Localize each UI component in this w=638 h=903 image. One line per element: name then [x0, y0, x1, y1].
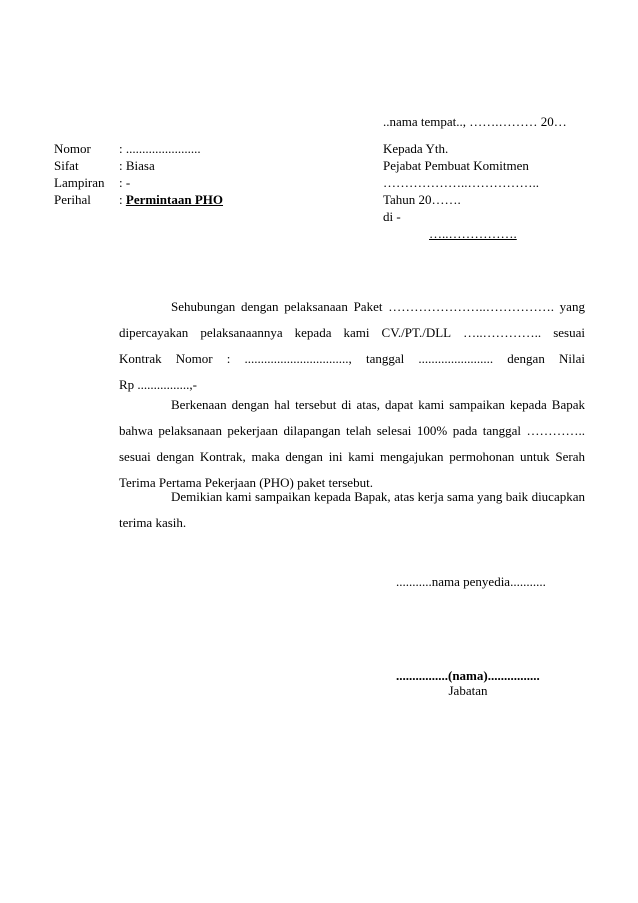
word: Sehubungan: [171, 299, 236, 314]
word: kepada: [294, 325, 332, 340]
word: pelaksanaannya: [200, 325, 283, 340]
word: …………………..…………….: [388, 299, 554, 314]
signature-name: ................(nama)................: [396, 668, 540, 683]
meta-value-lampiran: : -: [119, 175, 131, 190]
word: dengan: [507, 351, 545, 366]
body-paragraph-3: Demikian kami sampaikan kepada Bapak, atas kerja sama yang baik diucapkan terima kasih.: [119, 489, 585, 530]
word: …..…………..: [463, 325, 542, 340]
word: Kontrak: [119, 351, 162, 366]
meta-perihal-prefix: :: [119, 192, 126, 207]
word: pelaksanaan: [284, 299, 348, 314]
paragraph-1-line-3: [119, 346, 585, 372]
recipient-location: …..…………….: [429, 226, 517, 241]
word: dipercayakan: [119, 325, 189, 340]
word: tanggal: [365, 351, 405, 366]
recipient-location-prefix: di -: [383, 209, 401, 224]
meta-value-perihal: [119, 192, 223, 208]
meta-value-sifat: : Biasa: [119, 158, 155, 173]
meta-perihal-subject: Permintaan PHO: [125, 192, 224, 207]
word: .......................: [418, 351, 494, 366]
signature-company: ...........nama penyedia...........: [396, 574, 546, 589]
word: kami: [343, 325, 370, 340]
word: Nomor: [175, 351, 213, 366]
word: Nilai: [558, 351, 585, 366]
recipient-year: Tahun 20…….: [383, 192, 461, 207]
meta-label-lampiran: Lampiran: [54, 175, 105, 190]
recipient-greeting: Kepada Yth.: [383, 141, 449, 156]
word: sesuai: [553, 325, 585, 340]
word: CV./PT./DLL: [381, 325, 452, 340]
body-paragraph-2: Berkenaan dengan hal tersebut di atas, dapat kami sampaikan kepada Bapak bahwa pelaksanaan pekerjaan dilapangan telah selesai 100% pada tanggal ………….. sesuai dengan Kontrak, maka dengan ini kami mengajukan permohonan untuk Serah Terima Pertama Pekerjaan (PHO) paket tersebut.: [119, 397, 585, 490]
meta-value-nomor: : .......................: [119, 141, 201, 156]
paragraph-1-line-1: [119, 294, 585, 320]
meta-label-perihal: Perihal: [54, 192, 91, 207]
word: Paket: [353, 299, 383, 314]
word: :: [226, 351, 231, 366]
body-paragraph-1: [119, 294, 585, 398]
meta-label-nomor: Nomor: [54, 141, 91, 156]
recipient-placeholder: ………………..……………..: [383, 175, 539, 190]
word: ................................,: [244, 351, 352, 366]
meta-label-sifat: Sifat: [54, 158, 79, 173]
paragraph-1-line-4: Rp ................,-: [119, 377, 197, 392]
recipient-title: Pejabat Pembuat Komitmen: [383, 158, 529, 173]
place-date: ..nama tempat.., …….……… 20…: [383, 114, 567, 129]
word: yang: [559, 299, 585, 314]
word: dengan: [241, 299, 279, 314]
paragraph-1-line-2: [119, 320, 585, 346]
signature-position: Jabatan: [448, 683, 488, 698]
